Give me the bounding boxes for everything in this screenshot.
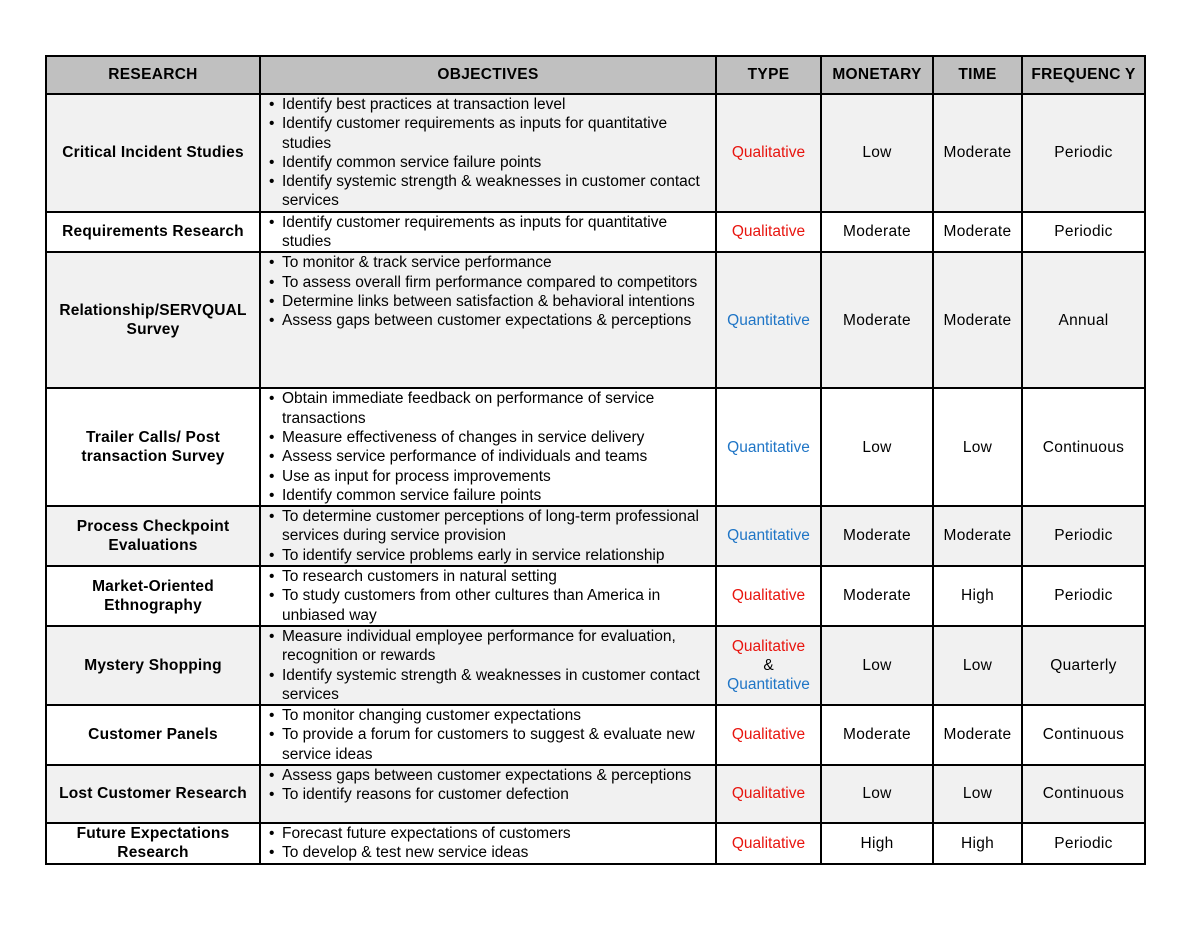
objective-item: • To research customers in natural setting [269, 567, 709, 586]
type-cell [716, 823, 821, 864]
table-body [46, 94, 1145, 864]
type-cell [716, 506, 821, 566]
objective-item: • Identify common service failure points [269, 486, 709, 505]
header-row [46, 56, 1145, 94]
research-name: Lost Customer Research [46, 765, 260, 823]
objectives-cell [260, 566, 716, 626]
objective-item: • Assess gaps between customer expectations & perceptions [269, 766, 709, 785]
type-cell [716, 388, 821, 506]
type-cell [716, 94, 821, 212]
objectives-list [269, 213, 709, 252]
objective-item: • Identify best practices at transaction level [269, 95, 709, 114]
time-cell: Moderate [933, 506, 1022, 566]
frequency-cell: Periodic [1022, 506, 1145, 566]
objective-item: • To monitor changing customer expectations [269, 706, 709, 725]
monetary-cell: Low [821, 626, 933, 705]
objectives-list [269, 567, 709, 625]
type-qualitative: Qualitative [731, 587, 806, 605]
objectives-list [269, 507, 709, 565]
table-row [46, 388, 1145, 506]
monetary-cell: Low [821, 94, 933, 212]
objectives-cell [260, 705, 716, 765]
header-objectives: OBJECTIVES [260, 56, 716, 94]
objectives-cell [260, 212, 716, 253]
monetary-cell: Moderate [821, 212, 933, 253]
objectives-list [269, 766, 709, 805]
time-cell: Moderate [933, 212, 1022, 253]
table-row [46, 765, 1145, 823]
objective-item: • Identify customer requirements as inputs for quantitative studies [269, 213, 709, 252]
frequency-cell: Periodic [1022, 823, 1145, 864]
monetary-cell: Low [821, 765, 933, 823]
objectives-cell [260, 506, 716, 566]
research-name: Trailer Calls/ Post transaction Survey [46, 388, 260, 506]
type-quantitative: Quantitative [727, 527, 810, 545]
table-row [46, 626, 1145, 705]
research-name: Mystery Shopping [46, 626, 260, 705]
objective-item: • To study customers from other cultures than America in unbiased way [269, 586, 709, 625]
time-cell: Moderate [933, 705, 1022, 765]
time-cell: Low [933, 388, 1022, 506]
objectives-cell [260, 388, 716, 506]
objectives-list [269, 95, 709, 211]
type-cell [716, 566, 821, 626]
table-row [46, 705, 1145, 765]
header-type: TYPE [716, 56, 821, 94]
header-time: TIME [933, 56, 1022, 94]
time-cell: Moderate [933, 94, 1022, 212]
objective-item: • To develop & test new service ideas [269, 843, 709, 862]
research-name: Customer Panels [46, 705, 260, 765]
research-name: Future Expectations Research [46, 823, 260, 864]
type-cell [716, 626, 821, 705]
time-cell: Low [933, 626, 1022, 705]
table-row [46, 823, 1145, 864]
objective-item: • Obtain immediate feedback on performance of service transactions [269, 389, 709, 428]
table-row [46, 566, 1145, 626]
objectives-list [269, 389, 709, 505]
frequency-cell: Continuous [1022, 388, 1145, 506]
type-cell [716, 252, 821, 388]
frequency-cell: Annual [1022, 252, 1145, 388]
objective-item: • To identify reasons for customer defection [269, 785, 709, 804]
type-qualitative: Qualitative [731, 726, 806, 744]
header-frequency: FREQUENC Y [1022, 56, 1145, 94]
frequency-cell: Periodic [1022, 94, 1145, 212]
table-row [46, 212, 1145, 253]
header-research: RESEARCH [46, 56, 260, 94]
frequency-cell: Periodic [1022, 212, 1145, 253]
objective-item: • Identify common service failure points [269, 153, 709, 172]
objective-item: • To identify service problems early in service relationship [269, 546, 709, 565]
table-row [46, 506, 1145, 566]
objectives-list [269, 706, 709, 764]
objectives-cell [260, 94, 716, 212]
monetary-cell: Moderate [821, 705, 933, 765]
objectives-cell [260, 765, 716, 823]
frequency-cell: Continuous [1022, 705, 1145, 765]
research-methods-sheet [45, 55, 1144, 865]
research-name: Critical Incident Studies [46, 94, 260, 212]
frequency-cell: Periodic [1022, 566, 1145, 626]
objective-item: • Assess gaps between customer expectations & perceptions [269, 311, 709, 330]
type-qualitative: Qualitative [731, 223, 806, 241]
objective-item: • To provide a forum for customers to suggest & evaluate new service ideas [269, 725, 709, 764]
objective-item: • Measure individual employee performance for evaluation, recognition or rewards [269, 627, 709, 666]
objectives-list [269, 627, 709, 704]
monetary-cell: Moderate [821, 566, 933, 626]
objectives-cell [260, 626, 716, 705]
objective-item: • Use as input for process improvements [269, 467, 709, 486]
type-qualitative: Qualitative [731, 637, 806, 655]
type-quantitative: Quantitative [727, 438, 810, 456]
objective-item: • To assess overall firm performance compared to competitors [269, 273, 709, 292]
frequency-cell: Continuous [1022, 765, 1145, 823]
objective-item: • Assess service performance of individuals and teams [269, 447, 709, 466]
type-qualitative: Qualitative [731, 144, 806, 162]
type-quantitative: Quantitative [727, 311, 810, 329]
header-monetary: MONETARY [821, 56, 933, 94]
frequency-cell: Quarterly [1022, 626, 1145, 705]
objective-item: • Forecast future expectations of customers [269, 824, 709, 843]
research-name: Relationship/SERVQUAL Survey [46, 252, 260, 388]
research-methods-table [45, 55, 1146, 865]
monetary-cell: Moderate [821, 506, 933, 566]
monetary-cell: Low [821, 388, 933, 506]
objective-item: • Identify systemic strength & weaknesses in customer contact services [269, 666, 709, 705]
objective-item: • Identify systemic strength & weaknesses in customer contact services [269, 172, 709, 211]
research-name: Market-Oriented Ethnography [46, 566, 260, 626]
monetary-cell: High [821, 823, 933, 864]
time-cell: Moderate [933, 252, 1022, 388]
time-cell: High [933, 823, 1022, 864]
objective-item: • Measure effectiveness of changes in service delivery [269, 428, 709, 447]
time-cell: High [933, 566, 1022, 626]
type-quantitative: Quantitative [727, 676, 810, 694]
objective-item: • Determine links between satisfaction & behavioral intentions [269, 292, 709, 311]
research-name: Process Checkpoint Evaluations [46, 506, 260, 566]
objectives-cell [260, 252, 716, 388]
type-qualitative: Qualitative [731, 785, 806, 803]
research-name: Requirements Research [46, 212, 260, 253]
objective-item: • To monitor & track service performance [269, 253, 709, 272]
type-cell [716, 705, 821, 765]
type-joiner: & [763, 656, 774, 674]
type-cell [716, 765, 821, 823]
objective-item: • Identify customer requirements as inputs for quantitative studies [269, 114, 709, 153]
monetary-cell: Moderate [821, 252, 933, 388]
time-cell: Low [933, 765, 1022, 823]
objectives-list [269, 824, 709, 863]
objective-item: • To determine customer perceptions of long-term professional services during service provision [269, 507, 709, 546]
objectives-list [269, 253, 709, 330]
type-qualitative: Qualitative [731, 834, 806, 852]
table-row [46, 252, 1145, 388]
objectives-cell [260, 823, 716, 864]
type-cell [716, 212, 821, 253]
table-row [46, 94, 1145, 212]
